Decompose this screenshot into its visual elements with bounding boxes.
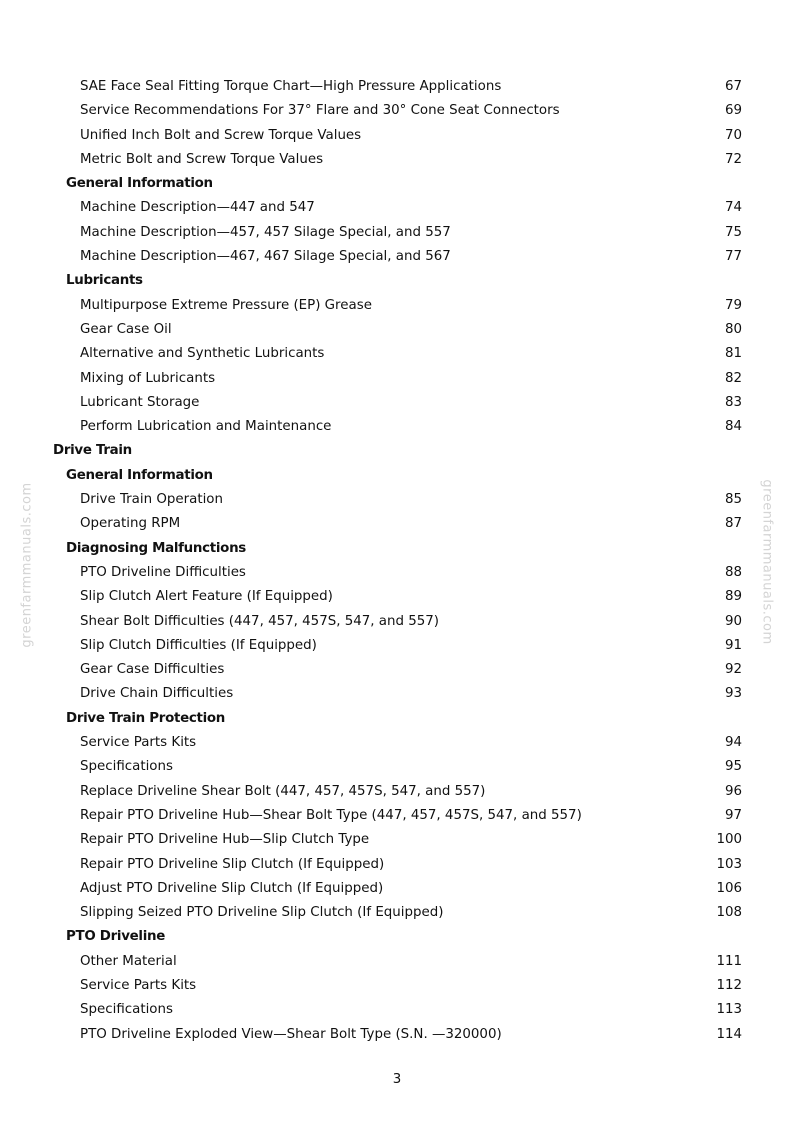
toc-subsection-title: Drive Train Protection [66,710,226,726]
toc-entry-title: Machine Description—457, 457 Silage Special, and 557 [80,224,451,240]
toc-entry[interactable] [0,294,794,318]
toc-entry-title: Machine Description—467, 467 Silage Special, and 567 [80,249,451,265]
toc-subsection-title: Diagnosing Malfunctions [66,540,246,556]
toc-entry-title: Gear Case Difficulties [80,662,225,678]
toc-entry[interactable] [0,828,794,852]
toc-entry[interactable] [0,901,794,925]
toc-entry-title: Specifications [80,759,173,775]
toc-entry[interactable] [0,755,794,779]
toc-page-number: 69 [724,103,742,119]
toc-entry[interactable] [0,561,794,585]
toc-entry-title: Other Material [80,953,177,969]
toc-entry-title: Unified Inch Bolt and Screw Torque Values [80,127,362,143]
toc-entry[interactable] [0,804,794,828]
toc-page-number: 85 [724,492,742,508]
toc-entry-title: Drive Chain Difficulties [80,686,234,702]
table-of-contents [0,75,794,1047]
toc-entry-title: Mixing of Lubricants [80,370,216,386]
toc-entry[interactable] [0,342,794,366]
toc-page-number: 108 [716,905,742,921]
toc-entry[interactable] [0,950,794,974]
toc-entry[interactable] [0,998,794,1022]
watermark-right: greenfarmmanuals.com [759,479,775,645]
toc-subsection [0,707,794,731]
toc-entry-title: Operating RPM [80,516,181,532]
toc-entry-title: Metric Bolt and Screw Torque Values [80,151,324,167]
toc-entry-title: Replace Driveline Shear Bolt (447, 457, 457S, 547, and 557) [80,783,486,799]
toc-page-number: 97 [724,807,742,823]
toc-section-title: Drive Train [53,443,132,459]
toc-subsection-title: PTO Driveline [66,929,166,945]
toc-entry[interactable] [0,196,794,220]
toc-entry[interactable] [0,634,794,658]
toc-page-number: 100 [716,832,742,848]
toc-page-number: 92 [724,662,742,678]
toc-page-number: 88 [724,564,742,580]
toc-entry[interactable] [0,1023,794,1047]
toc-page-number: 79 [724,297,742,313]
toc-page-number: 81 [724,346,742,362]
watermark-left: greenfarmmanuals.com [19,482,35,648]
toc-entry[interactable] [0,318,794,342]
toc-entry-title: Service Parts Kits [80,977,197,993]
toc-entry[interactable] [0,221,794,245]
toc-page-number: 80 [724,321,742,337]
toc-entry[interactable] [0,367,794,391]
toc-entry[interactable] [0,610,794,634]
toc-entry-title: Repair PTO Driveline Hub—Shear Bolt Type (447, 457, 457S, 547, and 557) [80,807,582,823]
toc-entry[interactable] [0,853,794,877]
toc-entry-title: Multipurpose Extreme Pressure (EP) Grease [80,297,372,313]
toc-page-number: 93 [724,686,742,702]
toc-entry-title: Drive Train Operation [80,492,223,508]
toc-page-number: 96 [724,783,742,799]
toc-entry[interactable] [0,512,794,536]
toc-entry-title: Alternative and Synthetic Lubricants [80,346,325,362]
toc-entry[interactable] [0,585,794,609]
toc-page-number: 112 [716,977,742,993]
toc-entry-title: Machine Description—447 and 547 [80,200,315,216]
toc-page-number: 72 [724,151,742,167]
toc-entry-title: Service Recommendations For 37° Flare and 30° Cone Seat Connectors [80,103,560,119]
toc-subsection [0,925,794,949]
toc-page-number: 103 [716,856,742,872]
toc-entry-title: SAE Face Seal Fitting Torque Chart—High Pressure Applications [80,79,502,94]
toc-page-number: 75 [724,224,742,240]
toc-page-number: 113 [716,1002,742,1018]
toc-entry[interactable] [0,75,794,99]
toc-entry[interactable] [0,682,794,706]
toc-subsection [0,464,794,488]
toc-entry-title: Slip Clutch Difficulties (If Equipped) [80,637,317,653]
toc-page-number: 83 [724,394,742,410]
toc-page-number: 90 [724,613,742,629]
toc-page-number: 84 [724,419,742,435]
toc-entry-title: Repair PTO Driveline Hub—Slip Clutch Type [80,832,370,848]
toc-entry-title: PTO Driveline Exploded View—Shear Bolt Type (S.N. —320000) [80,1026,502,1042]
toc-page-number: 70 [724,127,742,143]
toc-entry[interactable] [0,99,794,123]
toc-entry-title: Shear Bolt Difficulties (447, 457, 457S, 547, and 557) [80,613,440,629]
toc-page-number: 114 [716,1026,742,1042]
toc-page-number: 106 [716,880,742,896]
toc-subsection [0,537,794,561]
toc-subsection-title: General Information [66,176,213,192]
toc-entry[interactable] [0,391,794,415]
toc-entry-title: Lubricant Storage [80,394,200,410]
toc-entry[interactable] [0,780,794,804]
toc-entry-title: Gear Case Oil [80,321,172,337]
toc-page-number: 82 [724,370,742,386]
toc-subsection [0,172,794,196]
toc-page-number: 111 [716,953,742,969]
toc-entry[interactable] [0,877,794,901]
toc-entry[interactable] [0,415,794,439]
toc-section [0,439,794,463]
toc-entry-title: Slipping Seized PTO Driveline Slip Clutch (If Equipped) [80,905,444,921]
toc-page-number: 95 [724,759,742,775]
toc-page-number: 77 [724,249,742,265]
toc-entry-title: Perform Lubrication and Maintenance [80,419,332,435]
toc-entry[interactable] [0,974,794,998]
toc-subsection [0,269,794,293]
toc-entry-title: Slip Clutch Alert Feature (If Equipped) [80,589,333,605]
toc-entry-title: Adjust PTO Driveline Slip Clutch (If Equipped) [80,880,384,896]
toc-subsection-title: Lubricants [66,273,143,289]
toc-entry[interactable] [0,731,794,755]
toc-entry[interactable] [0,488,794,512]
toc-page-number: 89 [724,589,742,605]
toc-entry[interactable] [0,658,794,682]
toc-entry-title: Repair PTO Driveline Slip Clutch (If Equipped) [80,856,385,872]
toc-entry-title: Service Parts Kits [80,735,197,751]
toc-page-number: 74 [724,200,742,216]
toc-entry[interactable] [0,148,794,172]
toc-entry[interactable] [0,124,794,148]
toc-page-number: 87 [724,516,742,532]
toc-page-number: 94 [724,735,742,751]
toc-subsection-title: General Information [66,467,213,483]
page-number: 3 [392,1072,402,1087]
toc-page-number: 91 [724,637,742,653]
toc-page-number: 67 [724,79,742,94]
toc-entry-title: Specifications [80,1002,173,1018]
toc-entry[interactable] [0,245,794,269]
toc-entry-title: PTO Driveline Difficulties [80,564,246,580]
